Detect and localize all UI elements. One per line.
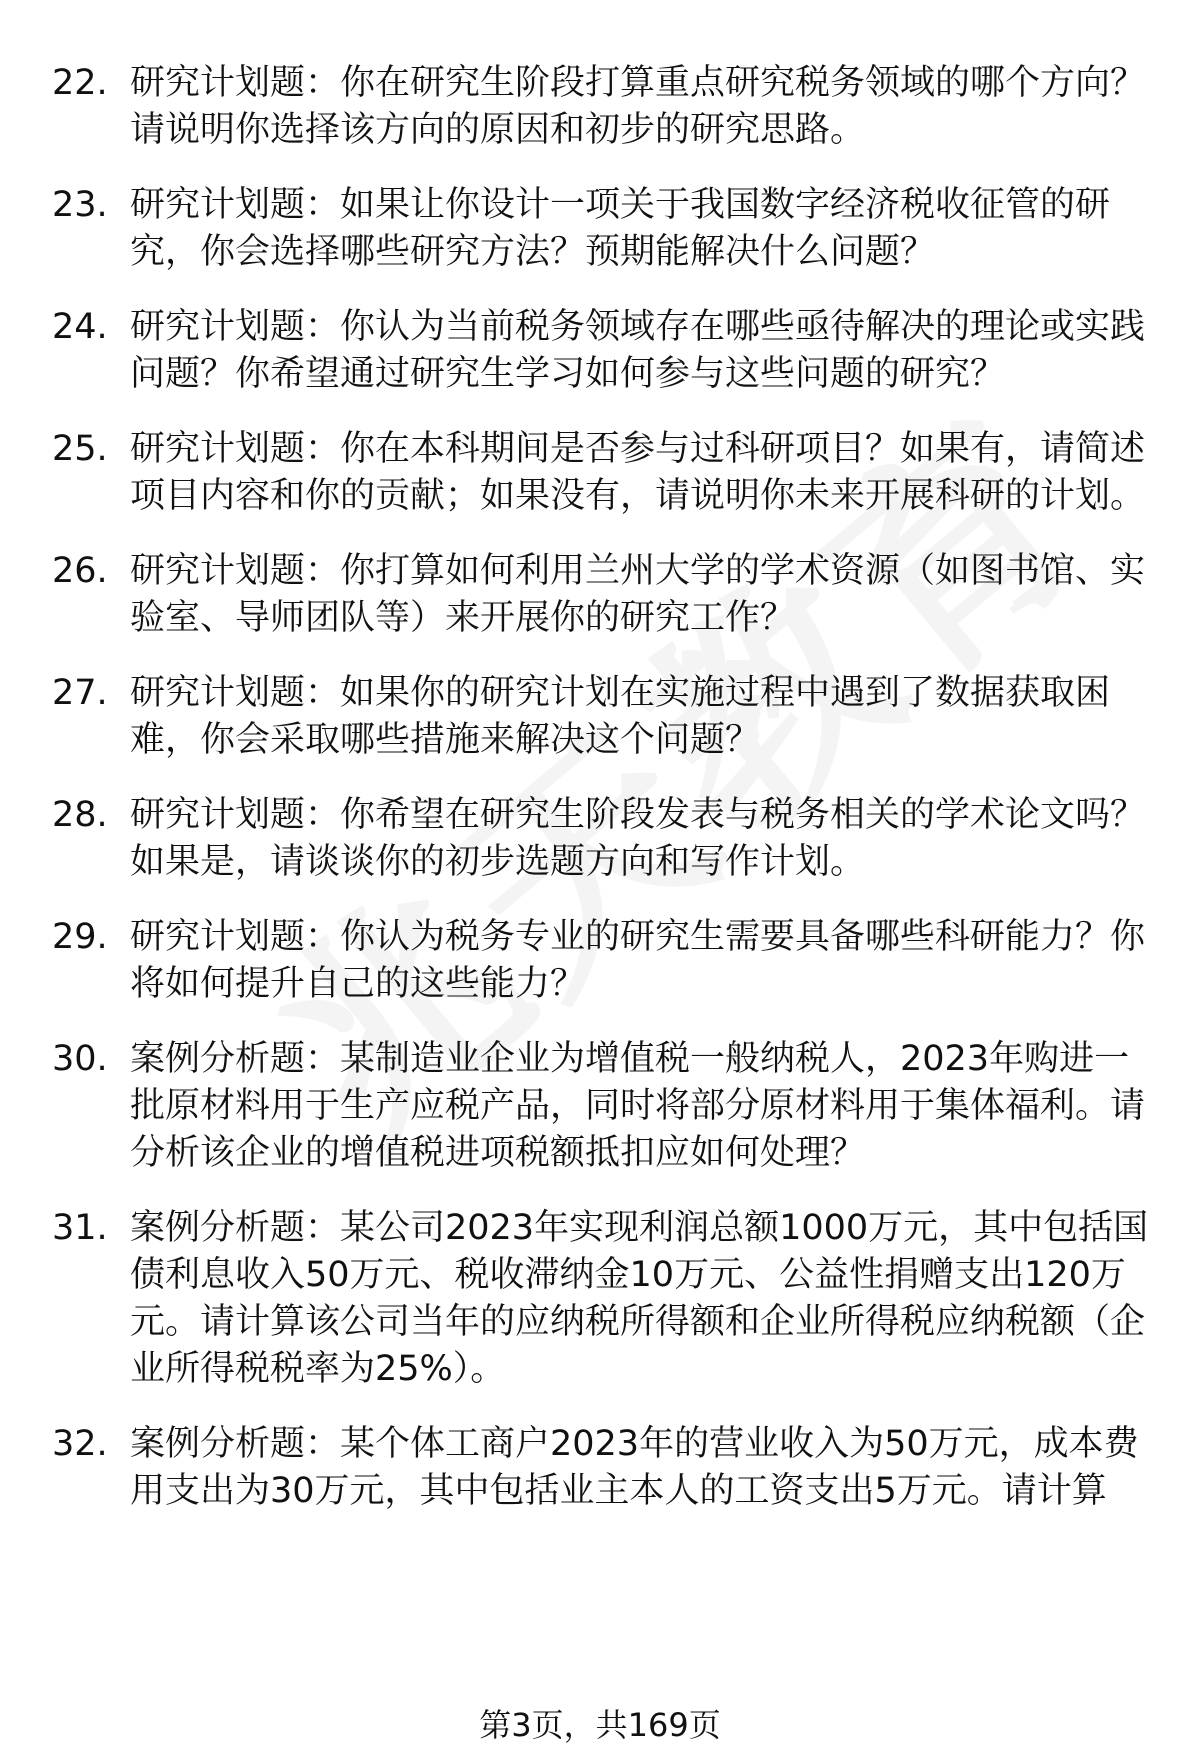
question-number: 25. bbox=[52, 429, 108, 469]
list-item bbox=[52, 1036, 1160, 1177]
question-number: 30. bbox=[52, 1039, 108, 1079]
list-item bbox=[52, 304, 1160, 398]
question-text: 研究计划题：你在本科期间是否参与过科研项目？如果有，请简述项目内容和你的贡献；如果没有，请说明你未来开展科研的计划。 bbox=[130, 429, 1146, 516]
question-list bbox=[52, 60, 1160, 1543]
question-text: 案例分析题：某公司2023年实现利润总额1000万元，其中包括国债利息收入50万元、税收滞纳金10万元、公益性捐赠支出120万元。请计算该公司当年的应纳税所得额和企业所得税应纳税额（企业所得税税率为25%）。 bbox=[130, 1208, 1149, 1389]
question-number: 31. bbox=[52, 1208, 108, 1248]
question-text: 案例分析题：某制造业企业为增值税一般纳税人，2023年购进一批原材料用于生产应税产品，同时将部分原材料用于集体福利。请分析该企业的增值税进项税额抵扣应如何处理？ bbox=[130, 1039, 1146, 1173]
question-number: 28. bbox=[52, 795, 108, 835]
question-number: 23. bbox=[52, 185, 108, 225]
list-item bbox=[52, 670, 1160, 764]
question-text: 研究计划题：如果让你设计一项关于我国数字经济税收征管的研究，你会选择哪些研究方法？预期能解决什么问题？ bbox=[130, 185, 1111, 272]
question-number: 24. bbox=[52, 307, 108, 347]
question-text: 研究计划题：你希望在研究生阶段发表与税务相关的学术论文吗？如果是，请谈谈你的初步选题方向和写作计划。 bbox=[130, 795, 1146, 882]
question-number: 32. bbox=[52, 1424, 108, 1464]
question-number: 26. bbox=[52, 551, 108, 591]
question-text: 研究计划题：你认为税务专业的研究生需要具备哪些科研能力？你将如何提升自己的这些能力？ bbox=[130, 917, 1146, 1004]
question-text: 案例分析题：某个体工商户2023年的营业收入为50万元，成本费用支出为30万元，其中包括业主本人的工资支出5万元。请计算 bbox=[130, 1424, 1139, 1511]
list-item bbox=[52, 548, 1160, 642]
list-item bbox=[52, 1421, 1160, 1515]
page-footer: 第3页，共169页 bbox=[479, 1706, 721, 1744]
question-text: 研究计划题：你认为当前税务领域存在哪些亟待解决的理论或实践问题？你希望通过研究生学习如何参与这些问题的研究？ bbox=[130, 307, 1146, 394]
list-item bbox=[52, 914, 1160, 1008]
question-number: 29. bbox=[52, 917, 108, 957]
question-text: 研究计划题：你打算如何利用兰州大学的学术资源（如图书馆、实验室、导师团队等）来开展你的研究工作？ bbox=[130, 551, 1146, 638]
list-item bbox=[52, 426, 1160, 520]
question-number: 22. bbox=[52, 63, 108, 103]
list-item bbox=[52, 792, 1160, 886]
question-text: 研究计划题：你在研究生阶段打算重点研究税务领域的哪个方向？请说明你选择该方向的原因和初步的研究思路。 bbox=[130, 63, 1146, 150]
list-item bbox=[52, 60, 1160, 154]
question-text: 研究计划题：如果你的研究计划在实施过程中遇到了数据获取困难，你会采取哪些措施来解决这个问题？ bbox=[130, 673, 1111, 760]
question-number: 27. bbox=[52, 673, 108, 713]
list-item bbox=[52, 182, 1160, 276]
list-item bbox=[52, 1205, 1160, 1393]
